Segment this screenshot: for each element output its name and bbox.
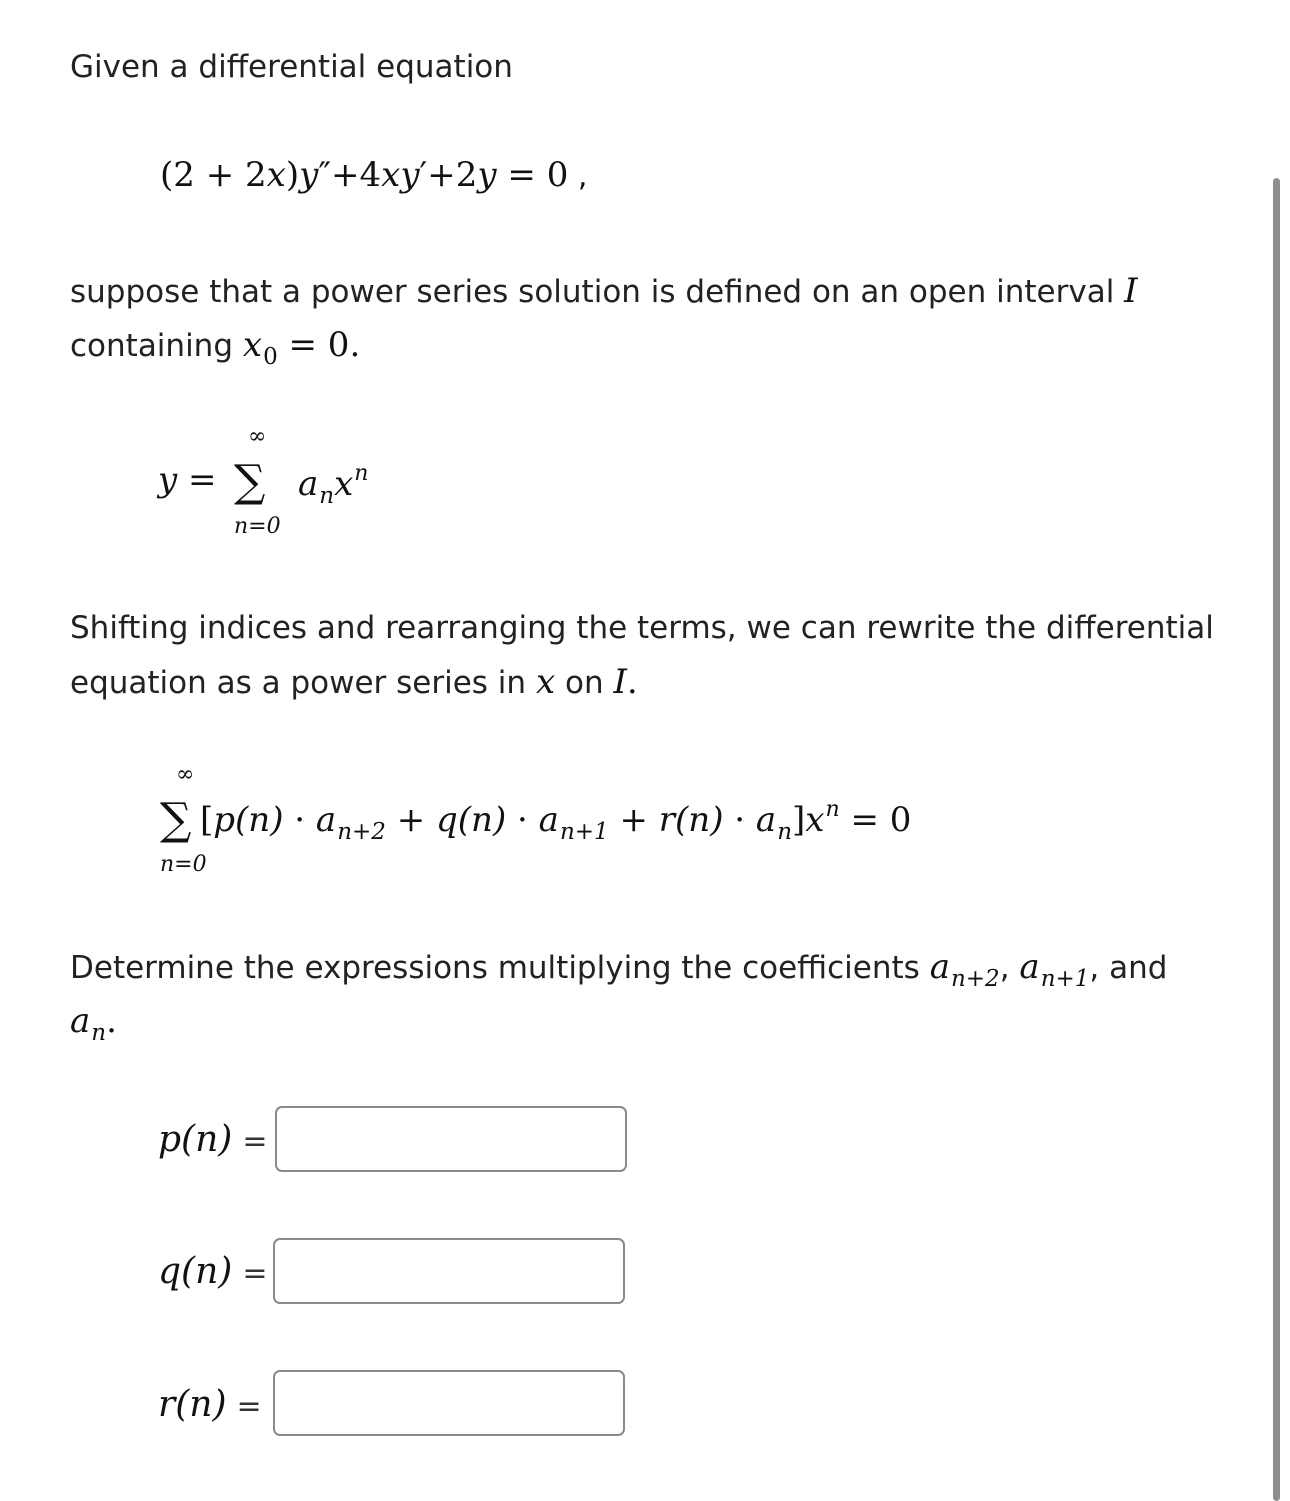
x0-symbol: x [242, 325, 263, 365]
ps-q: q [436, 800, 458, 840]
containing-text: containing [70, 328, 243, 364]
series-y: y [158, 460, 178, 500]
r-fn: r [158, 1384, 176, 1425]
series-lower-limit: n=0 [234, 514, 281, 539]
ps-p: p [213, 800, 236, 840]
q-equals: = [242, 1256, 268, 1291]
ps-plus-2: + [608, 800, 659, 840]
eq-close: ) [285, 155, 300, 195]
eq-y: y [299, 155, 319, 195]
ps-q-arg: (n) [457, 800, 507, 840]
series-upper-limit: ∞ [248, 424, 267, 449]
series-eq: = [177, 460, 217, 500]
p-fn: p [158, 1119, 182, 1160]
x0-subscript: 0 [263, 344, 278, 370]
determine-a1-sub: n+2 [950, 966, 1000, 992]
r-label [158, 1384, 262, 1425]
shifting-text-1: equation as a power series in [70, 665, 536, 701]
ps-cdot-1: · [283, 800, 316, 840]
determine-text: Determine the expressions multiplying the coefficients [70, 950, 930, 986]
determine-line-2 [70, 994, 117, 1052]
ps-sigma: ∑ [160, 794, 192, 845]
shifting-line-2 [70, 655, 638, 710]
ps-x: x [805, 800, 825, 840]
determine-dot: . [106, 1001, 117, 1041]
ps-cdot-3: · [723, 800, 756, 840]
ps-upper-limit: ∞ [176, 762, 195, 787]
eq-plus-2: +2 [427, 155, 478, 195]
r-input[interactable] [273, 1370, 625, 1436]
eq-prime: ′ [419, 155, 428, 195]
eq-x: x [266, 155, 286, 195]
series-a-sub: n [319, 483, 335, 509]
ps-a2-sub: n+1 [559, 819, 609, 845]
determine-line-1 [70, 940, 1167, 998]
shifting-x: x [535, 662, 556, 702]
ps-lower-limit: n=0 [160, 852, 207, 877]
eq-plus-4: +4 [331, 155, 382, 195]
r-equals: = [236, 1389, 262, 1424]
x0-value: = 0. [277, 325, 361, 365]
suppose-text: suppose that a power series solution is defined on an open interval [70, 274, 1125, 310]
determine-comma-1: , [999, 950, 1020, 986]
eq-open: (2 + 2 [160, 155, 267, 195]
suppose-line-1 [70, 264, 1138, 319]
ps-body [200, 797, 912, 845]
ps-a1-sub: n+2 [337, 819, 386, 845]
p-arg: (n) [181, 1119, 233, 1160]
series-a: a [298, 464, 319, 504]
eq-xy: xy [381, 155, 420, 195]
intro-text: Given a differential equation [70, 49, 513, 85]
ps-r-arg: (n) [675, 800, 724, 840]
ps-a3: a [755, 800, 777, 840]
r-arg: (n) [175, 1384, 227, 1425]
determine-and: , and [1089, 950, 1168, 986]
ps-a2: a [538, 800, 559, 840]
shifting-line-1: Shifting indices and rearranging the terms, we can rewrite the differential [70, 610, 1214, 646]
eq-double-prime: ″ [318, 155, 332, 195]
series-x-sup: n [354, 461, 369, 486]
series-lhs [158, 460, 217, 500]
shifting-text-2: on [555, 665, 614, 701]
ps-plus-1: + [385, 800, 437, 840]
ps-a1: a [315, 800, 337, 840]
p-input[interactable] [275, 1106, 627, 1172]
suppose-line-2 [70, 318, 360, 376]
determine-a2: a [1019, 947, 1040, 987]
shifting-I: I [613, 662, 627, 702]
eq-comma: , [568, 159, 588, 194]
ps-x-sup: n [825, 797, 840, 822]
p-label [158, 1119, 268, 1160]
ps-equals: = 0 [839, 800, 912, 840]
determine-an: a [70, 1001, 91, 1041]
eq-equals: = 0 [496, 155, 569, 195]
shifting-dot: . [626, 662, 638, 702]
eq-y2: y [477, 155, 497, 195]
p-equals: = [242, 1124, 268, 1159]
ps-cdot-2: · [506, 800, 539, 840]
ps-a3-sub: n [777, 819, 793, 845]
q-fn: q [158, 1251, 182, 1292]
scrollbar[interactable] [1273, 178, 1280, 1501]
q-label [158, 1251, 268, 1292]
differential-equation [160, 155, 587, 195]
q-arg: (n) [181, 1251, 233, 1292]
determine-an-sub: n [91, 1020, 107, 1046]
ps-bracket-open: [ [200, 800, 214, 840]
determine-a1: a [929, 947, 950, 987]
interval-I: I [1124, 271, 1138, 311]
determine-a2-sub: n+1 [1040, 966, 1090, 992]
ps-bracket-close: ] [792, 800, 806, 840]
series-term [298, 461, 369, 509]
series-sigma: ∑ [234, 456, 266, 507]
ps-r: r [658, 800, 676, 840]
series-x: x [334, 464, 354, 504]
q-input[interactable] [273, 1238, 625, 1304]
ps-p-arg: (n) [235, 800, 284, 840]
